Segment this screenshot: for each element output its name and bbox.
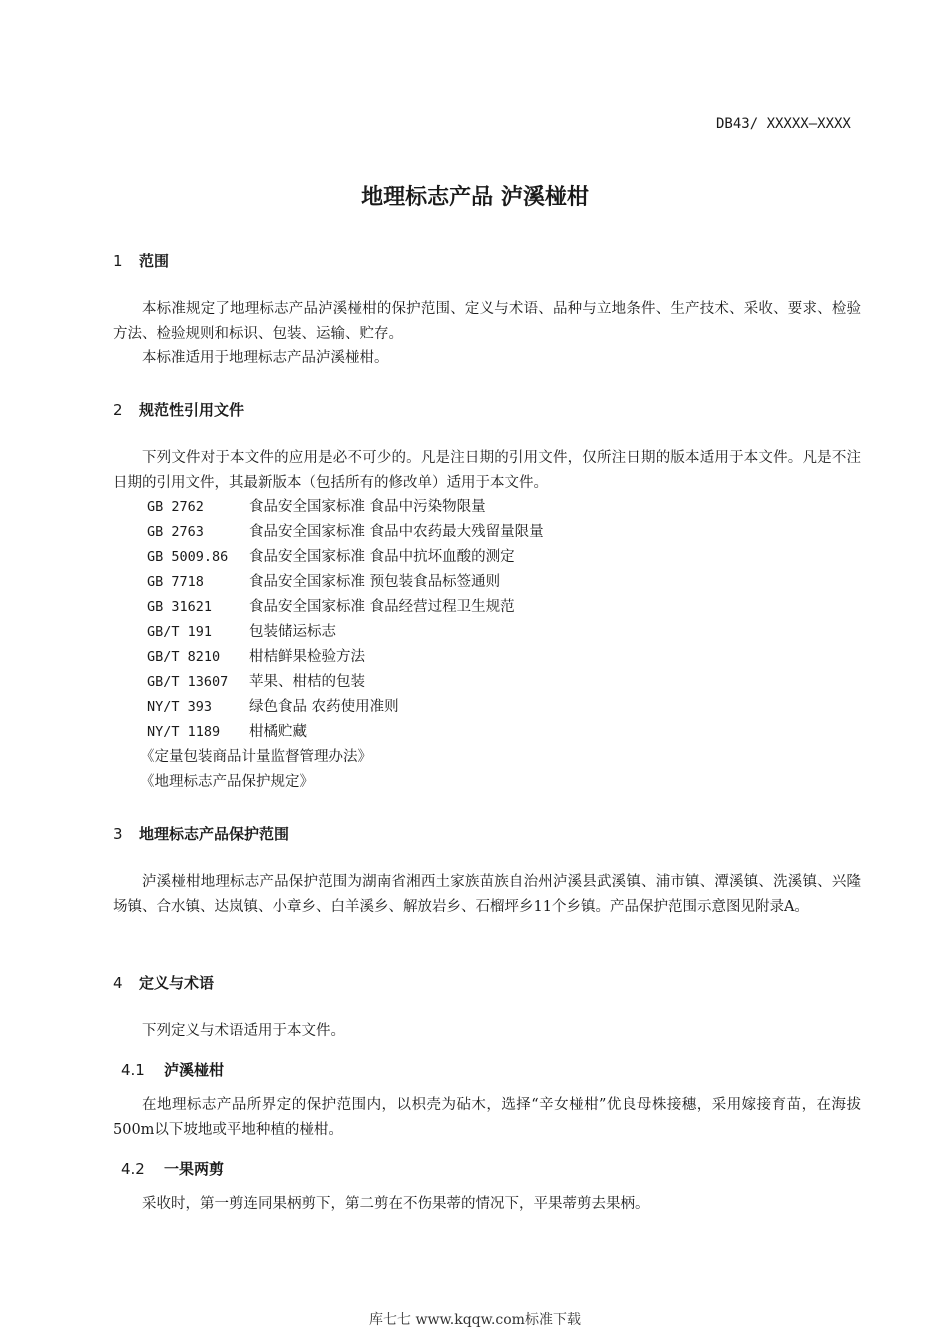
reference-title: 柑橘贮藏: [249, 724, 307, 740]
section-title: 规范性引用文件: [139, 401, 245, 419]
section-1-paragraph-2: 本标准适用于地理标志产品泸溪椪柑。: [142, 350, 389, 366]
reference-code: GB 5009.86: [147, 549, 229, 565]
section-title: 地理标志产品保护范围: [139, 825, 290, 843]
reference-code: NY/T 1189: [147, 724, 221, 740]
subsection-number: 4.1: [121, 1061, 145, 1079]
reference-title: 食品安全国家标准 食品中抗坏血酸的测定: [249, 549, 515, 565]
section-number: 1: [113, 252, 123, 270]
reference-title: 苹果、柑桔的包装: [249, 674, 365, 690]
reference-title: 食品安全国家标准 预包装食品标签通则: [249, 574, 501, 590]
reference-item: [147, 645, 365, 670]
subsection-4-1-heading: [121, 1059, 224, 1080]
reference-item: [147, 695, 399, 720]
page-footer-watermark: 库七七 www.kqqw.com标准下载: [369, 1312, 581, 1328]
reference-title: 包装储运标志: [249, 624, 336, 640]
section-title: 定义与术语: [139, 974, 215, 992]
section-4-paragraph-1: 下列定义与术语适用于本文件。: [142, 1023, 345, 1039]
section-2-heading: [113, 399, 244, 420]
subsection-number: 4.2: [121, 1160, 145, 1178]
reference-code: NY/T 393: [147, 699, 213, 715]
reference-item: [147, 620, 336, 645]
reference-item: [147, 520, 544, 545]
subsection-4-1-paragraph: 在地理标志产品所界定的保护范围内，以枳壳为砧木，选择“辛女椪柑”优良母株接穗，采用嫁接育苗，在海拔500m以下坡地或平地种植的椪柑。: [113, 1097, 861, 1138]
section-2-paragraph-1: 下列文件对于本文件的应用是必不可少的。凡是注日期的引用文件，仅所注日期的版本适用于本文件。凡是不注日期的引用文件，其最新版本（包括所有的修改单）适用于本文件。: [113, 450, 861, 491]
reference-item: [147, 545, 515, 570]
reference-code: GB/T 8210: [147, 649, 221, 665]
subsection-title: 一果两剪: [164, 1160, 225, 1178]
section-4-heading: [113, 972, 214, 993]
reference-title: 柑桔鲜果检验方法: [249, 649, 365, 665]
reference-title: 绿色食品 农药使用准则: [249, 699, 399, 715]
reference-code: GB 31621: [147, 599, 213, 615]
subsection-4-2-heading: [121, 1158, 224, 1179]
subsection-title: 泸溪椪柑: [164, 1061, 225, 1079]
standard-code: DB43/ XXXXX—XXXX: [716, 116, 851, 132]
reference-title: 食品安全国家标准 食品中污染物限量: [249, 499, 486, 515]
reference-item: [147, 720, 307, 745]
reference-item: [147, 570, 500, 595]
section-3-heading: [113, 823, 289, 844]
reference-code: GB 2763: [147, 524, 204, 540]
reference-title: 食品安全国家标准 食品经营过程卫生规范: [249, 599, 515, 615]
section-number: 4: [113, 974, 123, 992]
reference-code: GB/T 13607: [147, 674, 229, 690]
section-1-paragraph-1: 本标准规定了地理标志产品泸溪椪柑的保护范围、定义与术语、品种与立地条件、生产技术、采收、要求、检验方法、检验规则和标识、包装、运输、贮存。: [113, 301, 861, 342]
reference-item: [147, 670, 365, 695]
reference-item: [147, 595, 515, 620]
reference-code: GB 2762: [147, 499, 204, 515]
document-title: 地理标志产品 泸溪椪柑: [361, 185, 589, 210]
referenced-regulation: 《定量包装商品计量监督管理办法》: [140, 749, 372, 765]
reference-item: [147, 495, 486, 520]
section-number: 2: [113, 401, 123, 419]
reference-code: GB/T 191: [147, 624, 213, 640]
subsection-4-2-paragraph: 采收时，第一剪连同果柄剪下，第二剪在不伤果蒂的情况下，平果蒂剪去果柄。: [142, 1196, 650, 1212]
referenced-regulation: 《地理标志产品保护规定》: [140, 774, 314, 790]
section-3-paragraph-1: 泸溪椪柑地理标志产品保护范围为湖南省湘西土家族苗族自治州泸溪县武溪镇、浦市镇、潭溪镇、洗溪镇、兴隆场镇、合水镇、达岚镇、小章乡、白羊溪乡、解放岩乡、石榴坪乡11个乡镇。产品保护范围示意图见附录A。: [113, 874, 861, 915]
section-1-heading: [113, 250, 169, 271]
reference-title: 食品安全国家标准 食品中农药最大残留量限量: [249, 524, 544, 540]
section-number: 3: [113, 825, 123, 843]
section-title: 范围: [139, 252, 170, 270]
reference-code: GB 7718: [147, 574, 204, 590]
